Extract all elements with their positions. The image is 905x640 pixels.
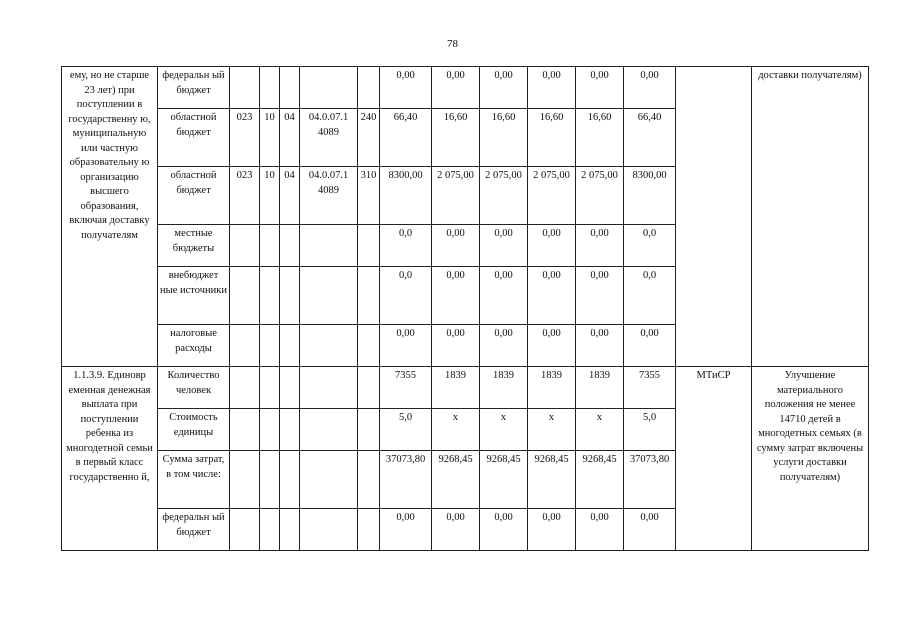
empty-cell — [358, 325, 380, 367]
value-cell: 5,0 — [624, 409, 676, 451]
source-cell: федеральн ый бюджет — [158, 509, 230, 551]
value-cell: 66,40 — [624, 109, 676, 167]
table-row — [62, 367, 869, 409]
rz-cell: 10 — [260, 167, 280, 225]
empty-cell — [260, 267, 280, 325]
empty-cell — [280, 325, 300, 367]
value-cell: 0,00 — [380, 67, 432, 109]
value-cell: 0,00 — [380, 509, 432, 551]
value-cell: 37073,80 — [624, 451, 676, 509]
value-cell: 0,00 — [624, 325, 676, 367]
value-cell: 0,0 — [624, 225, 676, 267]
value-cell: 0,0 — [380, 225, 432, 267]
empty-cell — [358, 267, 380, 325]
empty-cell — [300, 225, 358, 267]
budget-table — [61, 66, 869, 551]
executor-cell: МТиСР — [676, 367, 752, 551]
empty-cell — [280, 409, 300, 451]
empty-cell — [300, 325, 358, 367]
empty-cell — [230, 409, 260, 451]
csr-cell: 04.0.07.1 4089 — [300, 167, 358, 225]
value-cell: 0,0 — [624, 267, 676, 325]
value-cell: 0,00 — [576, 509, 624, 551]
value-cell: 0,00 — [576, 225, 624, 267]
value-cell: 0,00 — [480, 325, 528, 367]
pr-cell — [280, 67, 300, 109]
source-cell: налоговые расходы — [158, 325, 230, 367]
value-cell: 16,60 — [528, 109, 576, 167]
value-cell: 0,00 — [432, 325, 480, 367]
value-cell: 0,00 — [528, 67, 576, 109]
value-cell: 0,00 — [624, 509, 676, 551]
empty-cell — [230, 225, 260, 267]
table-row — [62, 67, 869, 109]
empty-cell — [230, 509, 260, 551]
empty-cell — [358, 409, 380, 451]
empty-cell — [260, 451, 280, 509]
value-cell: 9268,45 — [528, 451, 576, 509]
vr-cell: 310 — [358, 167, 380, 225]
empty-cell — [300, 451, 358, 509]
pr-cell: 04 — [280, 109, 300, 167]
source-cell: федеральн ый бюджет — [158, 67, 230, 109]
value-cell: x — [576, 409, 624, 451]
value-cell: 1839 — [576, 367, 624, 409]
value-cell: 0,00 — [528, 267, 576, 325]
value-cell: 0,00 — [432, 509, 480, 551]
source-cell: внебюджет ные источники — [158, 267, 230, 325]
value-cell: 2 075,00 — [528, 167, 576, 225]
csr-cell: 04.0.07.1 4089 — [300, 109, 358, 167]
empty-cell — [358, 509, 380, 551]
csr-cell — [300, 67, 358, 109]
value-cell: 1839 — [432, 367, 480, 409]
value-cell: 16,60 — [576, 109, 624, 167]
value-cell: 16,60 — [432, 109, 480, 167]
value-cell: 0,00 — [576, 67, 624, 109]
value-cell: 37073,80 — [380, 451, 432, 509]
value-cell: 0,00 — [432, 67, 480, 109]
value-cell: 0,00 — [480, 225, 528, 267]
source-cell: областной бюджет — [158, 109, 230, 167]
value-cell: 2 075,00 — [480, 167, 528, 225]
value-cell: 8300,00 — [624, 167, 676, 225]
value-cell: 7355 — [380, 367, 432, 409]
empty-cell — [280, 451, 300, 509]
value-cell: 0,00 — [432, 225, 480, 267]
value-cell: 0,00 — [576, 267, 624, 325]
source-cell: Количество человек — [158, 367, 230, 409]
source-cell: Стоимость единицы — [158, 409, 230, 451]
pr-cell: 04 — [280, 167, 300, 225]
value-cell: 0,00 — [480, 267, 528, 325]
source-cell: областной бюджет — [158, 167, 230, 225]
value-cell: 0,00 — [480, 509, 528, 551]
empty-cell — [260, 367, 280, 409]
value-cell: 2 075,00 — [432, 167, 480, 225]
empty-cell — [280, 225, 300, 267]
empty-cell — [300, 267, 358, 325]
result-cell: Улучшение материального положения не менее 14710 детей в многодетных семьях (в сумму затрат включены услуги доставки получателям) — [752, 367, 869, 551]
value-cell: 0,00 — [380, 325, 432, 367]
value-cell: 66,40 — [380, 109, 432, 167]
value-cell: 0,0 — [380, 267, 432, 325]
value-cell: x — [480, 409, 528, 451]
rz-cell — [260, 67, 280, 109]
empty-cell — [300, 409, 358, 451]
value-cell: 5,0 — [380, 409, 432, 451]
empty-cell — [280, 509, 300, 551]
grbs-cell — [230, 67, 260, 109]
source-cell: местные бюджеты — [158, 225, 230, 267]
empty-cell — [230, 451, 260, 509]
empty-cell — [230, 367, 260, 409]
empty-cell — [300, 367, 358, 409]
value-cell: 0,00 — [528, 509, 576, 551]
empty-cell — [280, 367, 300, 409]
empty-cell — [358, 367, 380, 409]
value-cell: 2 075,00 — [576, 167, 624, 225]
value-cell: 9268,45 — [576, 451, 624, 509]
value-cell: 1839 — [480, 367, 528, 409]
grbs-cell: 023 — [230, 167, 260, 225]
grbs-cell: 023 — [230, 109, 260, 167]
empty-cell — [300, 509, 358, 551]
value-cell: 9268,45 — [480, 451, 528, 509]
value-cell: 9268,45 — [432, 451, 480, 509]
value-cell: 0,00 — [528, 225, 576, 267]
result-cell: доставки получателям) — [752, 67, 869, 367]
empty-cell — [260, 325, 280, 367]
vr-cell: 240 — [358, 109, 380, 167]
value-cell: 0,00 — [528, 325, 576, 367]
page-number: 78 — [447, 38, 458, 50]
empty-cell — [260, 409, 280, 451]
value-cell: 0,00 — [432, 267, 480, 325]
value-cell: 0,00 — [624, 67, 676, 109]
rz-cell: 10 — [260, 109, 280, 167]
value-cell: x — [432, 409, 480, 451]
activity-cell: ему, но не старше 23 лет) при поступлении в государственну ю, муниципальную или частную образовательну ю организацию высшего образования, включая доставку получателям — [62, 67, 158, 367]
empty-cell — [280, 267, 300, 325]
value-cell: 0,00 — [576, 325, 624, 367]
value-cell: 0,00 — [480, 67, 528, 109]
empty-cell — [358, 225, 380, 267]
empty-cell — [260, 225, 280, 267]
value-cell: x — [528, 409, 576, 451]
empty-cell — [230, 325, 260, 367]
value-cell: 1839 — [528, 367, 576, 409]
value-cell: 8300,00 — [380, 167, 432, 225]
vr-cell — [358, 67, 380, 109]
executor-cell — [676, 67, 752, 367]
activity-cell: 1.1.3.9. Единовр еменная денежная выплата при поступлении ребенка из многодетной семьи в первый класс государственно й, — [62, 367, 158, 551]
source-cell: Сумма затрат, в том числе: — [158, 451, 230, 509]
empty-cell — [260, 509, 280, 551]
empty-cell — [358, 451, 380, 509]
empty-cell — [230, 267, 260, 325]
value-cell: 16,60 — [480, 109, 528, 167]
value-cell: 7355 — [624, 367, 676, 409]
